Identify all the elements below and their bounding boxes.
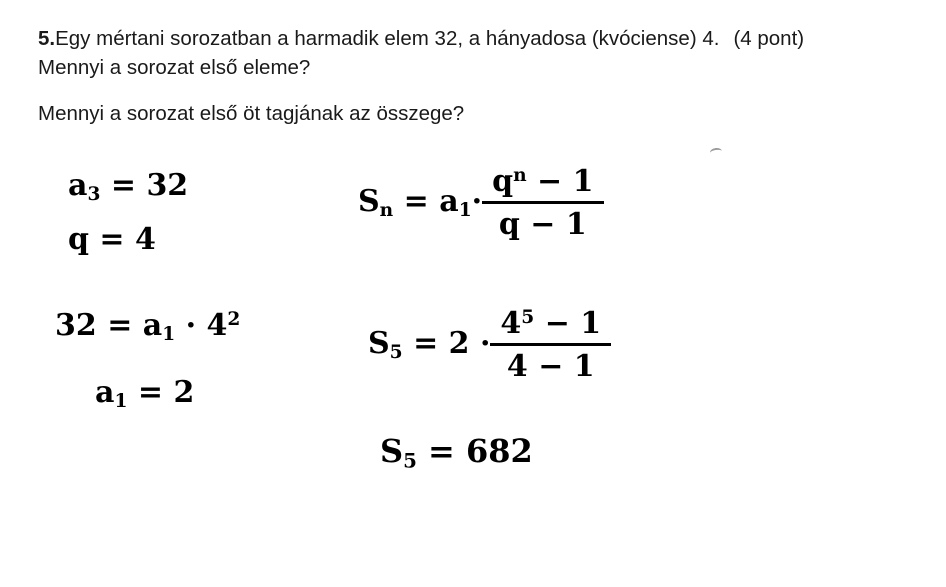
- sn-equals: =: [393, 184, 440, 220]
- solved-first-term: [95, 375, 194, 412]
- substitution-exponent: 2: [227, 308, 241, 330]
- substitution-equation: [55, 308, 240, 345]
- a3-equals: =: [100, 168, 147, 203]
- a1-equals: =: [127, 375, 174, 410]
- s5-numerator-tail: − 1: [534, 306, 602, 341]
- sn-numerator-tail: − 1: [526, 164, 594, 199]
- sn-lhs-subscript: n: [379, 200, 394, 222]
- final-result: [380, 432, 533, 473]
- statement-line-3: Mennyi a sorozat első öt tagjának az összege?: [38, 102, 465, 125]
- q-equals: =: [88, 222, 136, 257]
- s5-numerator-base: 4: [500, 306, 522, 341]
- s5-coefficient: 2: [448, 326, 470, 362]
- sn-numerator-exponent: n: [513, 164, 527, 186]
- result-subscript: 5: [403, 448, 417, 473]
- s5-lhs-group: [368, 326, 490, 363]
- substitution-dot: ·: [175, 308, 207, 343]
- q-value: 4: [135, 222, 156, 257]
- a3-subscript: 3: [87, 184, 101, 206]
- sn-numerator-base: q: [492, 164, 514, 199]
- s5-dot: ·: [469, 326, 491, 362]
- a1-variable: a: [95, 375, 115, 410]
- s5-lhs: S: [368, 326, 390, 362]
- sn-lhs-group: [358, 184, 482, 221]
- sn-fraction: [482, 164, 603, 242]
- statement-points: (4 pont): [733, 27, 805, 50]
- given-quotient: [68, 222, 156, 257]
- substitution-variable-subscript: 1: [162, 324, 176, 346]
- problem-number: 5.: [38, 27, 56, 50]
- s5-fraction-numerator: [490, 306, 611, 343]
- result-equals: =: [416, 432, 466, 470]
- statement-line-2: Mennyi a sorozat első eleme?: [38, 56, 311, 79]
- given-third-term: [68, 168, 188, 205]
- s5-equals: =: [402, 326, 449, 362]
- sum-formula-substituted: [368, 306, 611, 384]
- problem-statement: [38, 24, 918, 128]
- substitution-lhs: 32: [55, 308, 97, 343]
- sn-coefficient: a: [439, 184, 459, 220]
- s5-fraction-denominator: 4 − 1: [490, 343, 611, 384]
- sn-coefficient-subscript: 1: [458, 200, 472, 222]
- s5-lhs-subscript: 5: [389, 342, 403, 364]
- sn-fraction-denominator: q − 1: [482, 201, 603, 242]
- statement-line-1: [38, 24, 918, 53]
- stray-pencil-mark: [710, 147, 723, 157]
- substitution-variable: a: [142, 308, 163, 343]
- sn-lhs: S: [358, 184, 380, 220]
- sn-fraction-numerator: [482, 164, 603, 201]
- q-variable: q: [68, 222, 89, 257]
- a3-variable: a: [68, 168, 88, 203]
- a1-value: 2: [173, 375, 195, 410]
- s5-fraction: [490, 306, 611, 384]
- substitution-base: 4: [206, 308, 228, 343]
- sum-formula-general: [358, 164, 604, 242]
- a3-value: 32: [146, 168, 189, 203]
- s5-numerator-exponent: 5: [521, 306, 535, 328]
- result-lhs: S: [380, 432, 404, 470]
- a1-subscript: 1: [114, 391, 128, 413]
- statement-line-1-text: Egy mértani sorozatban a harmadik elem 32, a hányadosa (kvóciense) 4.: [55, 27, 720, 50]
- result-value: 682: [466, 432, 533, 470]
- statement-spacer: [38, 82, 918, 99]
- sn-dot: ·: [471, 184, 483, 220]
- substitution-equals: =: [96, 308, 143, 343]
